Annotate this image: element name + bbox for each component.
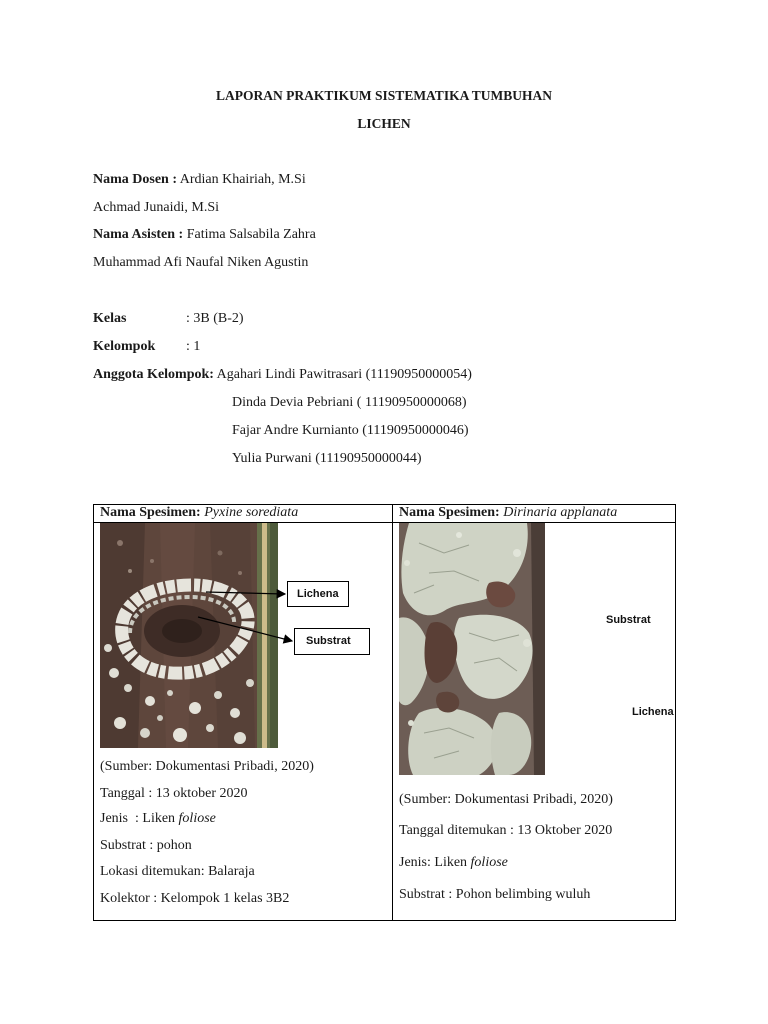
anggota-member-2: Dinda Devia Pebriani ( 11190950000068) [232,395,467,410]
anggota-member-4: Yulia Purwani (11190950000044) [232,451,422,466]
asisten-line [93,226,316,244]
specimen-1-type-text: Jenis : Liken [100,811,179,826]
anggota-member-1: Agahari Lindi Pawitrasari (11190950000054) [213,367,472,382]
report-title: LAPORAN PRAKTIKUM SISTEMATIKA TUMBUHAN [216,88,552,103]
specimen-2-name-label: Nama Spesimen: [399,505,500,520]
specimen-1-detail-date: Tanggal : 13 oktober 2020 [100,786,248,801]
specimen-2-detail-date: Tanggal ditemukan : 13 Oktober 2020 [399,823,613,838]
specimen-1-detail-type [100,810,216,828]
specimen-2-detail-substrate: Substrat : Pohon belimbing wuluh [399,887,591,902]
specimen-2-substrat-label: Substrat [606,614,651,626]
table-column-divider [392,504,393,921]
asisten-name-1: Fatima Salsabila Zahra [183,227,316,242]
specimen-1-photo [100,523,278,748]
kelompok-value: : 1 [186,339,201,354]
anggota-label: Anggota Kelompok: [93,367,214,382]
specimen-2-type-text: Jenis: Liken [399,855,471,870]
anggota-member-3: Fajar Andre Kurnianto (11190950000046) [232,423,469,438]
specimen-1-lichena-label: Lichena [287,581,349,607]
specimen-2-source: (Sumber: Dokumentasi Pribadi, 2020) [399,792,613,807]
specimen-1-detail-location: Lokasi ditemukan: Balaraja [100,864,255,879]
specimen-1-detail-substrate: Substrat : pohon [100,838,192,853]
kelompok-label: Kelompok [93,339,156,354]
anggota-line [93,366,472,384]
specimen-1-name-label: Nama Spesimen: [100,505,201,520]
specimen-2-detail-type [399,854,508,872]
specimen-1-source: (Sumber: Dokumentasi Pribadi, 2020) [100,759,314,774]
specimen-2-lichena-label: Lichena [632,706,674,718]
specimen-1-detail-collector: Kolektor : Kelompok 1 kelas 3B2 [100,891,290,906]
specimen-1-header [100,504,298,522]
specimen-2-photo [399,523,545,775]
specimen-1-substrat-label: Substrat [294,628,370,655]
asisten-name-2: Muhammad Afi Naufal Niken Agustin [93,255,309,270]
dosen-label: Nama Dosen : [93,172,177,187]
dosen-line [93,171,306,189]
specimen-2-type-italic: foliose [470,855,508,870]
specimen-1-type-italic: foliose [178,811,216,826]
report-subtitle: LICHEN [357,116,411,131]
specimen-2-name: Dirinaria applanata [499,505,618,520]
specimen-2-header [399,504,617,522]
kelas-label: Kelas [93,311,127,326]
kelas-value: : 3B (B-2) [186,311,244,326]
dosen-name-2: Achmad Junaidi, M.Si [93,200,219,215]
dosen-name-1: Ardian Khairiah, M.Si [177,172,306,187]
asisten-label: Nama Asisten : [93,227,184,242]
specimen-1-name: Pyxine sorediata [200,505,299,520]
